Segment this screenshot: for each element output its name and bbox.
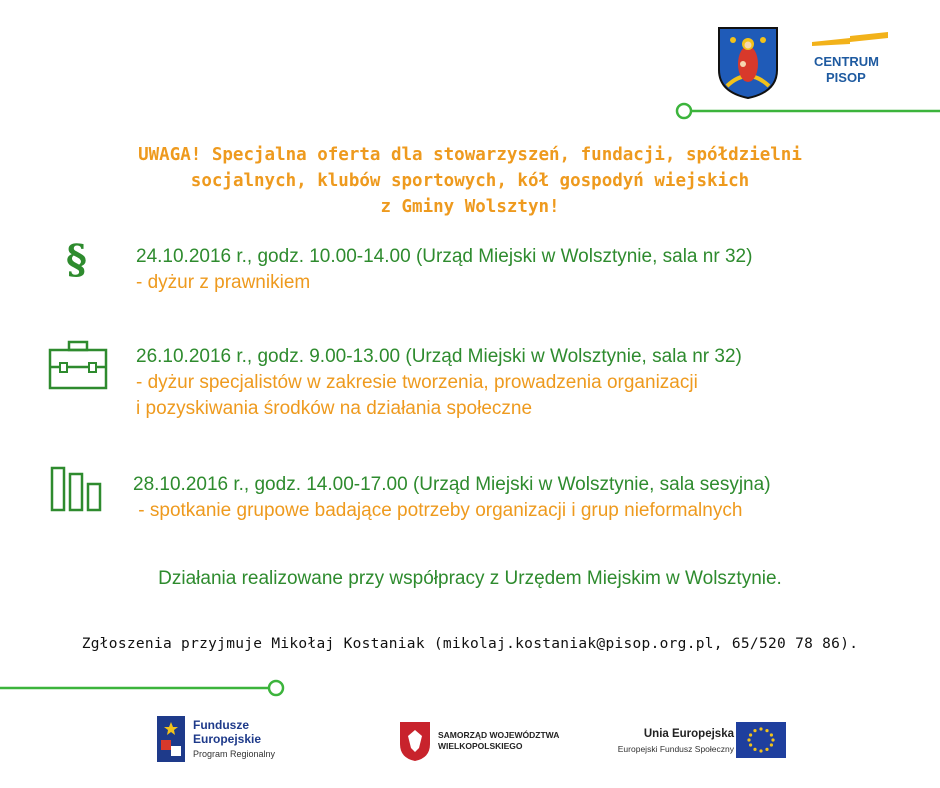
top-divider [675,102,940,120]
unia-europejska-logo [600,722,790,764]
fe-line-1: Fundusze [193,718,249,732]
event-item-3 [133,472,771,524]
contact-line: Zgłoszenia przyjmuje Mikołaj Kostaniak (mikolaj.kostaniak@pisop.org.pl, 65/520 78 86). [81,636,859,652]
event-date-line: 28.10.2016 r., godz. 14.00-17.00 (Urząd Miejski w Wolsztynie, sala sesyjna) [133,474,771,495]
centrum-label: CENTRUM [814,54,879,69]
event-item-1 [136,244,752,296]
centrum-pisop-logo [810,30,890,90]
event-date-line: 24.10.2016 r., godz. 10.00-14.00 (Urząd Miejski w Wolsztynie, sala nr 32) [136,246,753,267]
headline-line-1: UWAGA! Specjalna oferta dla stowarzyszeń, fundacji, spółdzielni [138,145,802,165]
samorzad-line-2: WIELKOPOLSKIEGO [438,741,523,751]
samorzad-wojewodztwa-logo [398,720,560,764]
bottom-divider [0,679,290,697]
event-description: i pozyskiwania środków na działania społeczne [136,398,533,419]
briefcase-icon [48,340,108,390]
paragraph-icon: § [66,236,87,283]
samorzad-line-1: SAMORZĄD WOJEWÓDZTWA [438,730,560,740]
headline-line-2: socjalnych, klubów sportowych, kół gospodyń wiejskich [190,171,750,191]
bar-chart-icon [50,466,106,512]
event-description: - dyżur specjalistów w zakresie tworzenia, prowadzenia organizacji [136,372,698,393]
headline-line-3: z Gminy Wolsztyn! [380,197,560,217]
event-date-line: 26.10.2016 r., godz. 9.00-13.00 (Urząd Miejski w Wolsztynie, sala nr 32) [136,346,742,367]
wolsztyn-coat-of-arms-icon [717,26,779,100]
event-description: - spotkanie grupowe badające potrzeby organizacji i grup nieformalnych [133,500,743,521]
fundusze-europejskie-logo [157,716,317,764]
eu-flag-icon [736,722,786,758]
ue-line-1: Unia Europejska [643,728,734,740]
event-description: - dyżur z prawnikiem [136,272,311,293]
ue-line-2: Europejski Fundusz Społeczny [617,744,734,754]
cooperation-note: Działania realizowane przy współpracy z Urzędem Miejskim w Wolsztynie. [158,568,782,589]
fe-line-3: Program Regionalny [193,749,276,759]
offer-headline [30,142,910,220]
pisop-label: PISOP [826,70,866,85]
event-item-2 [136,344,742,422]
fe-line-2: Europejskie [193,732,262,746]
